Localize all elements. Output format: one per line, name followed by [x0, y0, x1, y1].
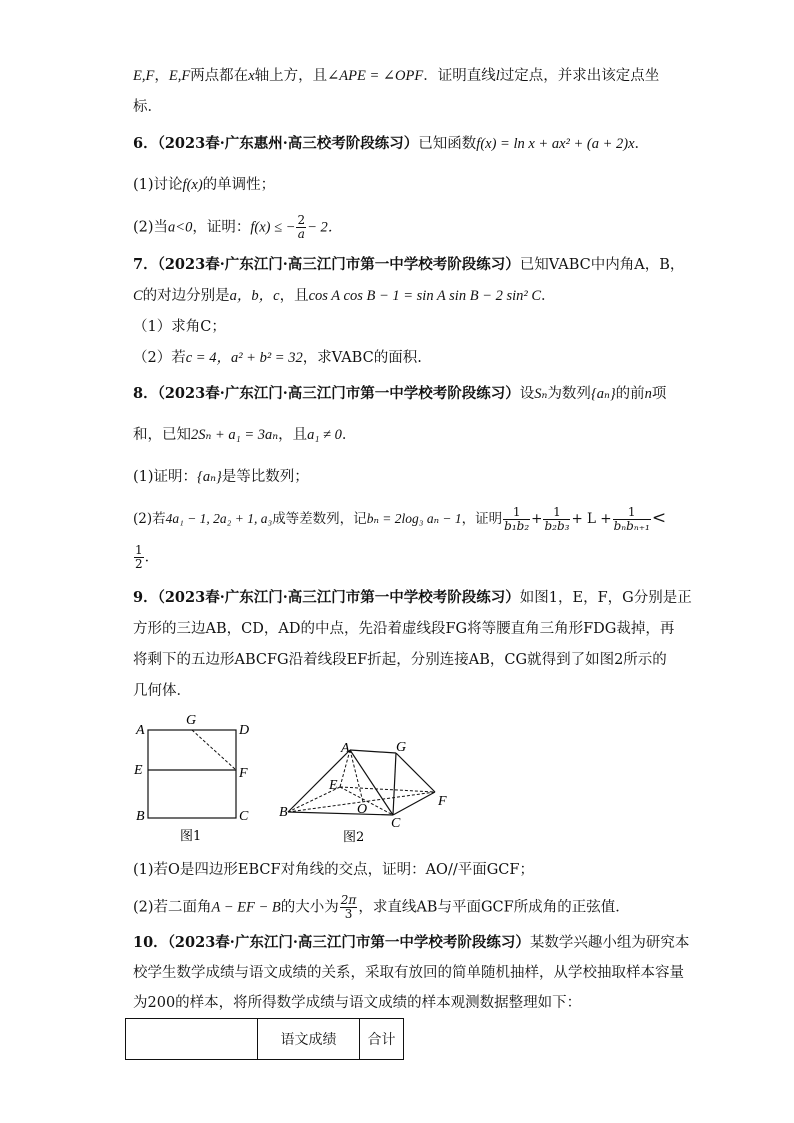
q9-source: （2023春·广东江门·高三江门市第一中学校考阶段练习） [157, 589, 520, 606]
q5-line-1: E,F，E,F两点都在x轴上方，且∠APE = ∠OPF．证明直线l过定点，并求出该定点坐 [133, 68, 660, 84]
label-c: C [391, 816, 401, 831]
q10-number: 10． [133, 934, 168, 951]
q6-function: f(x) = ln x + ax² + (a + 2)x [476, 136, 635, 152]
label-e: E [134, 763, 143, 778]
q9-line-4: 几何体． [133, 683, 191, 699]
q7-stem: 7．（2023春·广东江门·高三江门市第一中学校考阶段练习）已知VABC中内角A，B， [133, 256, 685, 273]
q6-source: （2023春·广东惠州·高三校考阶段练习） [157, 135, 419, 152]
q5-angle-eq: ∠APE = ∠OPF [327, 68, 424, 84]
label-o: O [357, 802, 368, 817]
figure-2 [278, 735, 458, 847]
q8-line-2: 和，已知2Sₙ + a₁ = 3aₙ，且a₁ ≠ 0． [133, 427, 357, 443]
label-b: B [136, 809, 145, 824]
q10-stem: 10．（2023春·广东江门·高三江门市第一中学校考阶段练习）某数学兴趣小组为研究本 [133, 934, 690, 951]
q5-ef: E,F [133, 68, 155, 84]
q6-stem: 6．（2023春·广东惠州·高三校考阶段练习）已知函数f(x) = ln x + ax² + (a + 2)x． [133, 135, 650, 152]
q8-source: （2023春·广东江门·高三江门市第一中学校考阶段练习） [157, 385, 520, 402]
q9-number: 9． [133, 589, 158, 606]
q9-part-1: (1)若O是四边形EBCF对角线的交点，证明：AO//平面GCF； [133, 862, 534, 878]
q8-stem: 8．（2023春·广东江门·高三江门市第一中学校考阶段练习）设Sₙ为数列{aₙ}的前n项 [133, 385, 667, 402]
edge-gc [393, 753, 396, 815]
q6-fraction: $\frac{2}{a}$ [297, 213, 306, 241]
caption-fig1: 图1 [180, 829, 202, 844]
q9-stem: 9．（2023春·广东江门·高三江门市第一中学校考阶段练习）如图1，E，F，G分别是正 [133, 589, 692, 606]
table-cell-chinese-score: 语文成绩 [258, 1019, 360, 1060]
figure-1 [128, 710, 268, 845]
q7-equation: cos A cos B − 1 = sin A sin B − 2 sin² C [308, 288, 542, 304]
score-table [125, 1018, 404, 1060]
label-e: E [329, 778, 338, 793]
q8-number: 8． [133, 385, 158, 402]
label-g: G [396, 740, 407, 755]
q7-number: 7． [133, 256, 158, 273]
q10-source: （2023春·广东江门·高三江门市第一中学校考阶段练习） [167, 934, 530, 951]
label-a: A [136, 723, 145, 738]
table-row [126, 1019, 404, 1060]
q8-part-2: (2)若4a₁ − 1, 2a₂ + 1, a₃成等差数列，记bₙ = 2log₃ aₙ − 1，证明 $\frac{1}{\text{b₁b₂}}$ + $\frac{1}{\text{b₂b₃}}$ + L + $\frac{1}{\text{bₙbₙ₊₁}}$ < [133, 505, 667, 533]
q5-line-2: 标． [133, 99, 162, 115]
q6-number: 6． [133, 135, 158, 152]
q9-line-3: 将剩下的五边形ABCFG沿着线段EF折起，分别连接AB，CG就得到了如图2所示的 [133, 652, 667, 668]
edge-cf [393, 792, 435, 815]
q10-line-3: 为200的样本，将所得数学成绩与语文成绩的样本观测数据整理如下： [133, 995, 582, 1011]
edge-ef [340, 787, 435, 792]
label-g: G [186, 713, 197, 728]
edge-ab [288, 750, 350, 812]
q9-line-2: 方形的三边AB，CD，AD的中点，先沿着虚线段FG将等腰直角三角形FDG裁掉，再 [133, 621, 675, 637]
label-b: B [279, 805, 288, 820]
q9-part-2: (2)若二面角A − EF − B的大小为 $\frac{2\pi}{3}$ ，求直线AB与平面GCF所成角的正弦值． [133, 893, 630, 921]
label-f: F [239, 766, 248, 781]
q6-part-1: (1)讨论f(x)的单调性； [133, 177, 276, 193]
label-c: C [239, 809, 249, 824]
square [148, 730, 236, 818]
edge-ao [350, 750, 363, 802]
q7-source: （2023春·广东江门·高三江门市第一中学校考阶段练习） [157, 256, 520, 273]
q8-part-1: (1)证明：{aₙ}是等比数列； [133, 469, 309, 485]
q7-part-2: （2）若c = 4，a² + b² = 32，求VABC的面积. [133, 350, 422, 366]
q9-fraction: $\frac{2\pi}{3}$ [340, 893, 357, 921]
q8-part-2-cont: $\frac{1}{2}$ ． [135, 543, 160, 571]
table-cell-blank [126, 1019, 258, 1060]
label-d: D [239, 723, 250, 738]
dashed-fg [192, 730, 236, 770]
edge-ag [350, 750, 396, 753]
edge-gf [396, 753, 435, 792]
edge-bc [288, 812, 393, 815]
q7-line-2: C的对边分别是a，b，c，且cos A cos B − 1 = sin A sin B − 2 sin² C． [133, 288, 556, 304]
q10-line-2: 校学生数学成绩与语文成绩的关系，采取有放回的简单随机抽样，从学校抽取样本容量 [133, 965, 684, 981]
table-cell-total: 合计 [360, 1019, 404, 1060]
caption-fig2: 图2 [343, 830, 365, 845]
label-f: F [438, 794, 447, 809]
q6-part-2: (2)当a<0，证明：f(x) ≤ − $\frac{2}{a}$ − 2． [133, 213, 343, 241]
label-a: A [341, 741, 350, 756]
q7-part-1: （1）求角C； [133, 319, 226, 335]
